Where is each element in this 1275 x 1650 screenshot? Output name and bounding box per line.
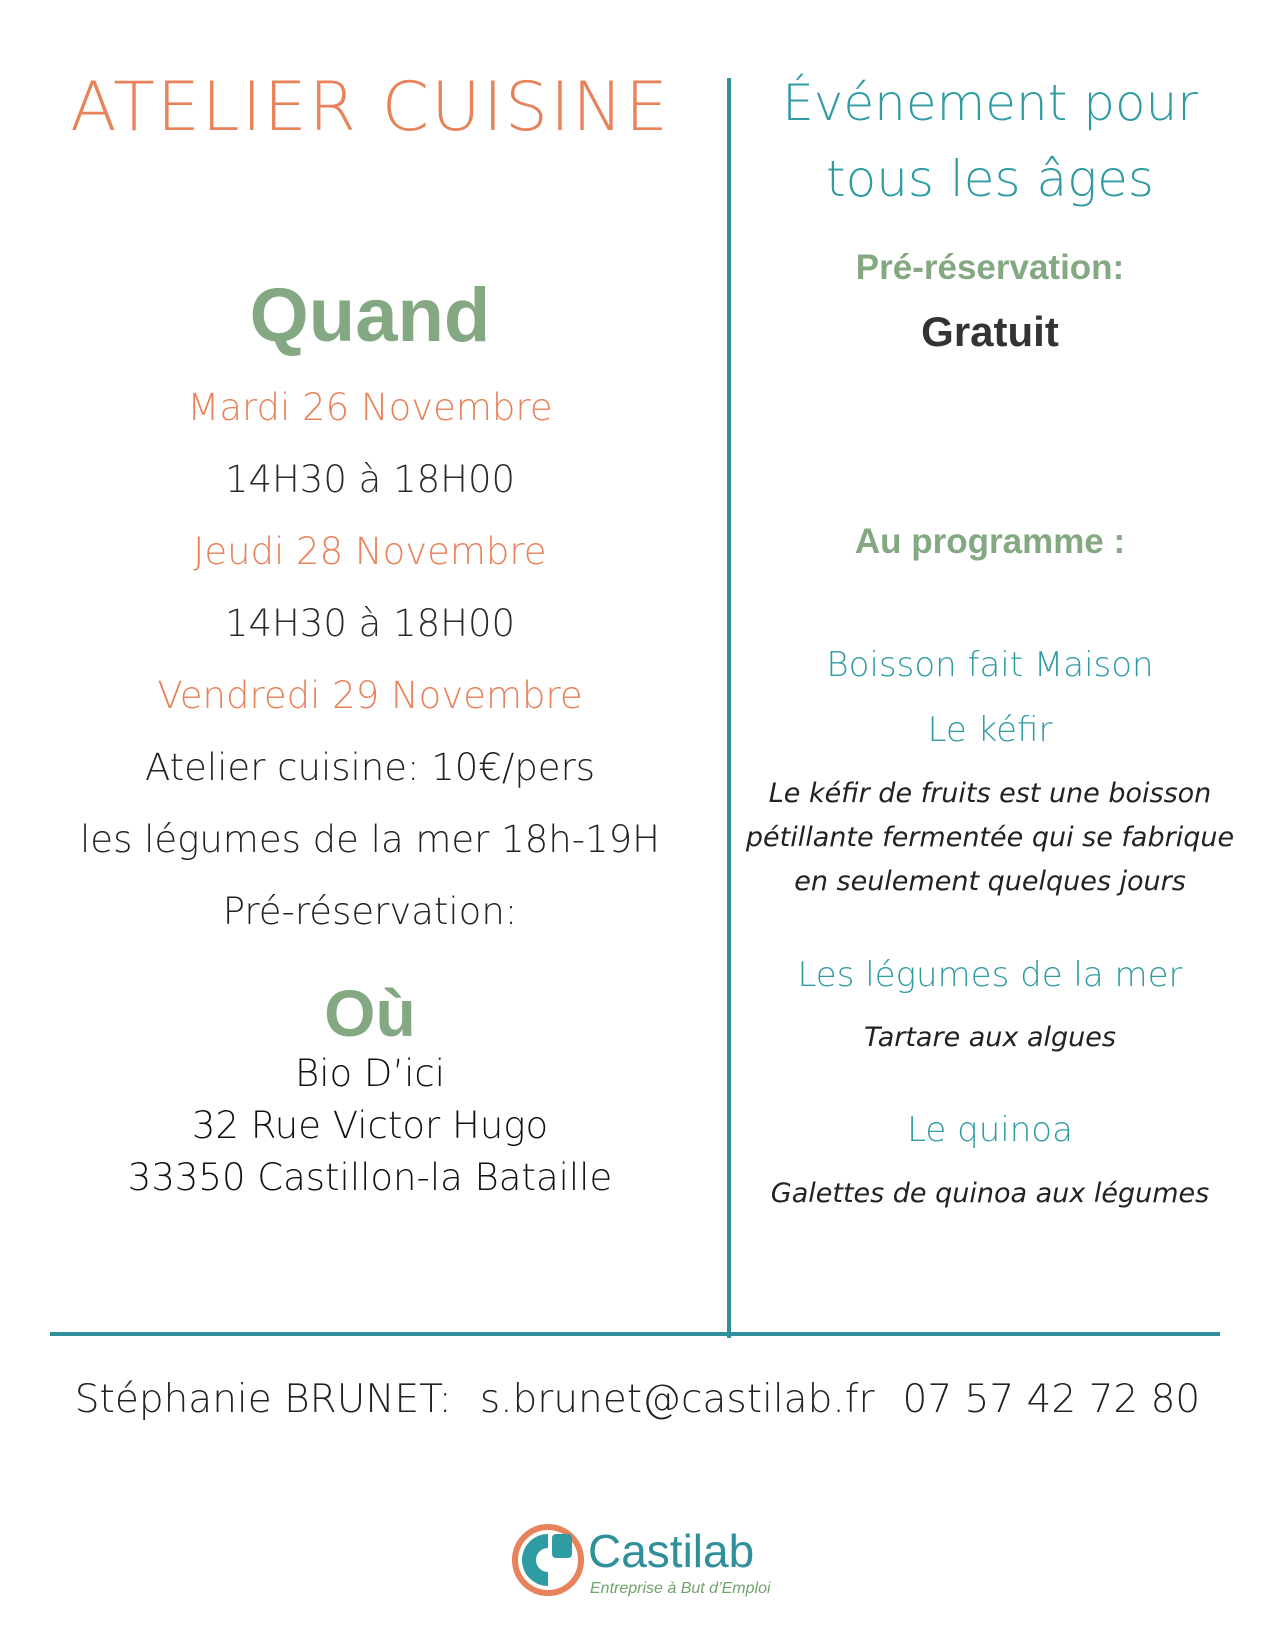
prereservation-label: Pré-réservation: (855, 248, 1125, 287)
atelier-price: Atelier cuisine: 10€/pers (144, 746, 596, 789)
program-heading: Au programme : (854, 522, 1126, 561)
event-line-2: tous les âges (826, 150, 1154, 208)
program-item-title: Le kéfir (927, 710, 1053, 750)
page-title: ATELIER CUISINE (70, 68, 670, 147)
contact-line (0, 1377, 1275, 1422)
castilab-logo (508, 1520, 788, 1610)
castilab-logo-icon (508, 1520, 584, 1606)
date-thursday: Jeudi 28 Novembre (193, 530, 547, 573)
contact-email[interactable]: s.brunet@castilab.fr (479, 1377, 875, 1422)
address-street: 32 Rue Victor Hugo (191, 1104, 549, 1147)
event-line-1: Événement pour (782, 74, 1198, 132)
date-tuesday: Mardi 26 Novembre (187, 386, 553, 429)
time-thursday: 14H30 à 18H00 (224, 602, 516, 645)
address-city: 33350 Castillon-la Bataille (127, 1156, 613, 1199)
program-item-desc: pétillante fermentée qui se fabrique (745, 822, 1235, 853)
when-heading: Quand (249, 273, 491, 358)
prereservation-value: Gratuit (921, 308, 1059, 355)
prereservation-left: Pré-réservation: (222, 890, 518, 933)
logo-tagline: Entreprise à But d’Emploi (590, 1580, 771, 1597)
program-item-desc: Le kéfir de fruits est une boisson (768, 778, 1212, 809)
legumes-time: les légumes de la mer 18h-19H (80, 818, 660, 861)
program-item-desc: Tartare aux algues (864, 1022, 1116, 1053)
program-item-title: Boisson fait Maison (826, 645, 1154, 685)
program-item-title: Le quinoa (907, 1110, 1073, 1150)
address-name: Bio D’ici (294, 1052, 446, 1095)
date-friday: Vendredi 29 Novembre (157, 674, 583, 717)
program-item-desc: en seulement quelques jours (794, 866, 1186, 897)
contact-phone[interactable]: 07 57 42 72 80 (902, 1377, 1201, 1422)
logo-name: Castilab (588, 1525, 755, 1577)
contact-name: Stéphanie BRUNET: (74, 1377, 452, 1422)
time-tuesday: 14H30 à 18H00 (224, 458, 516, 501)
program-item-desc: Galettes de quinoa aux légumes (770, 1178, 1210, 1209)
horizontal-divider (50, 1332, 1220, 1336)
where-heading: Où (324, 976, 416, 1050)
program-item-title: Les légumes de la mer (797, 955, 1183, 995)
